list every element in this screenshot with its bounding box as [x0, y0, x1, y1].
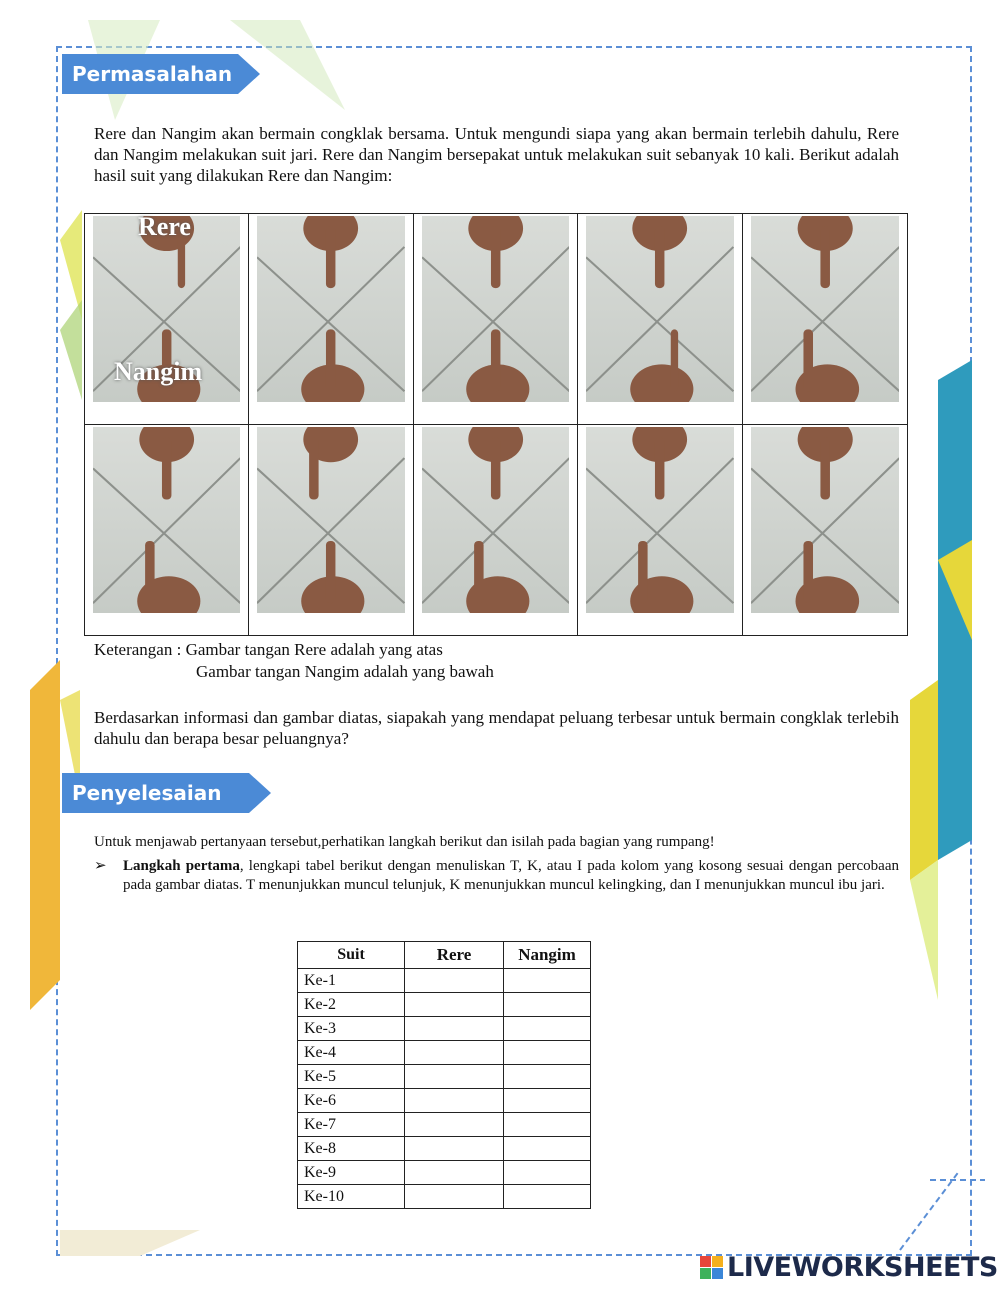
- table-row: [298, 1113, 591, 1137]
- rere-answer-cell[interactable]: [405, 1017, 504, 1041]
- table-row: [298, 1041, 591, 1065]
- logo-text: LIVEWORKSHEETS: [727, 1252, 998, 1283]
- hand-photo: [422, 427, 569, 614]
- question-paragraph: Berdasarkan informasi dan gambar diatas, siapakah yang mendapat peluang terbesar untuk bermain congklak terlebih dahulu dan berapa besar peluangnya?: [94, 708, 899, 748]
- photo-grid: [84, 213, 908, 636]
- suit-photo-7: [249, 425, 413, 636]
- nangim-answer-cell[interactable]: [504, 969, 591, 993]
- row-label: Ke-9: [298, 1161, 405, 1185]
- intro-paragraph: Rere dan Nangim akan bermain congklak bersama. Untuk mengundi siapa yang akan bermain terlebih dahulu, Rere dan Nangim melakukan suit jari. Rere dan Nangim bersepakat untuk melakukan suit sebanyak 10 kali. Berikut adalah hasil suit yang dilakukan Rere dan Nangim:: [94, 124, 899, 185]
- hand-photo: [422, 216, 569, 402]
- table-row: [298, 1017, 591, 1041]
- rere-answer-cell[interactable]: [405, 993, 504, 1017]
- nangim-answer-cell[interactable]: [504, 1137, 591, 1161]
- table-row: [298, 969, 591, 993]
- step-one-text: , lengkapi tabel berikut dengan menuliskan T, K, atau I pada kolom yang kosong sesuai dengan percobaan pada gambar diatas. T menunjukkan muncul telunjuk, K menunjukkan muncul kelingking, dan I menunjukkan muncul ibu jari.: [123, 858, 899, 893]
- section-ribbon-problem: Permasalahan: [62, 54, 238, 94]
- row-label: Ke-6: [298, 1089, 405, 1113]
- keterangan-line2: Gambar tangan Nangim adalah yang bawah: [196, 662, 494, 681]
- section-ribbon-solution: Penyelesaian: [62, 773, 249, 813]
- liveworksheets-logo: [700, 1252, 998, 1283]
- header-suit: Suit: [298, 942, 405, 969]
- rere-answer-cell[interactable]: [405, 1137, 504, 1161]
- nangim-answer-cell[interactable]: [504, 1185, 591, 1209]
- label-rere: Rere: [138, 212, 191, 241]
- nangim-answer-cell[interactable]: [504, 1161, 591, 1185]
- table-row: [298, 993, 591, 1017]
- suit-photo-9: [578, 425, 742, 636]
- suit-photo-1: [85, 214, 249, 425]
- rere-answer-cell[interactable]: [405, 1161, 504, 1185]
- nangim-answer-cell[interactable]: [504, 1113, 591, 1137]
- row-label: Ke-10: [298, 1185, 405, 1209]
- rere-answer-cell[interactable]: [405, 1089, 504, 1113]
- suit-photo-3: [414, 214, 578, 425]
- suit-photo-2: [249, 214, 413, 425]
- nangim-answer-cell[interactable]: [504, 1065, 591, 1089]
- hand-photo: [257, 427, 404, 614]
- bullet-arrow-icon: ➢: [94, 858, 107, 874]
- hand-photo: [751, 216, 899, 402]
- nangim-answer-cell[interactable]: [504, 993, 591, 1017]
- hand-photo: [586, 216, 733, 402]
- hand-photo: [93, 427, 240, 614]
- row-label: Ke-8: [298, 1137, 405, 1161]
- step-one: [94, 857, 899, 895]
- keterangan-line1: Keterangan : Gambar tangan Rere adalah yang atas: [94, 640, 443, 659]
- row-label: Ke-1: [298, 969, 405, 993]
- header-rere: Rere: [405, 942, 504, 969]
- row-label: Ke-7: [298, 1113, 405, 1137]
- row-label: Ke-5: [298, 1065, 405, 1089]
- suit-photo-10: [743, 425, 907, 636]
- row-label: Ke-4: [298, 1041, 405, 1065]
- table-row: [298, 1089, 591, 1113]
- step-one-title: Langkah pertama: [123, 858, 240, 874]
- header-nangim: Nangim: [504, 942, 591, 969]
- instruction-text: Untuk menjawab pertanyaan tersebut,perhatikan langkah berikut dan isilah pada bagian yang rumpang!: [94, 834, 715, 850]
- table-row: [298, 1161, 591, 1185]
- label-nangim: Nangim: [114, 357, 203, 386]
- hand-photo: [586, 427, 733, 614]
- rere-answer-cell[interactable]: [405, 969, 504, 993]
- suit-photo-5: [743, 214, 907, 425]
- logo-icon: [700, 1256, 723, 1279]
- row-label: Ke-3: [298, 1017, 405, 1041]
- hand-photo: [257, 216, 404, 402]
- suit-table: [297, 941, 591, 1209]
- table-row: [298, 1065, 591, 1089]
- rere-answer-cell[interactable]: [405, 1185, 504, 1209]
- suit-photo-8: [414, 425, 578, 636]
- row-label: Ke-2: [298, 993, 405, 1017]
- nangim-answer-cell[interactable]: [504, 1041, 591, 1065]
- rere-answer-cell[interactable]: [405, 1113, 504, 1137]
- nangim-answer-cell[interactable]: [504, 1089, 591, 1113]
- table-row: [298, 1137, 591, 1161]
- rere-answer-cell[interactable]: [405, 1041, 504, 1065]
- suit-photo-4: [578, 214, 742, 425]
- table-row: [298, 1185, 591, 1209]
- rere-answer-cell[interactable]: [405, 1065, 504, 1089]
- suit-photo-6: [85, 425, 249, 636]
- hand-photo: [751, 427, 899, 614]
- nangim-answer-cell[interactable]: [504, 1017, 591, 1041]
